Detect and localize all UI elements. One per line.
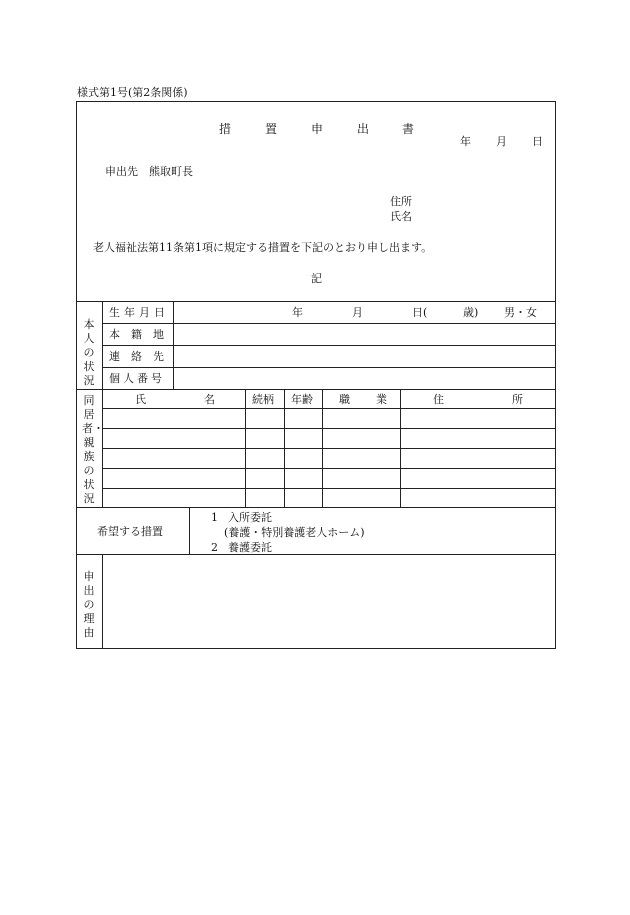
header-address-a: 住 bbox=[433, 393, 444, 406]
form-number: 様式第1号(第2条関係) bbox=[77, 86, 188, 99]
address-label: 住所 bbox=[390, 195, 412, 208]
header-job-a: 職 bbox=[339, 393, 350, 406]
dob-age: 歳) bbox=[463, 306, 479, 319]
option1-label: 入所委託 bbox=[228, 511, 272, 524]
header-job-b: 業 bbox=[376, 393, 387, 406]
dob-day: 日( bbox=[412, 306, 428, 319]
option2-number: 2 bbox=[211, 541, 218, 554]
sex-choice: 男・女 bbox=[504, 306, 537, 319]
title-char-4: 出 bbox=[357, 122, 370, 136]
ki-label: 記 bbox=[311, 272, 322, 285]
name-label: 氏名 bbox=[390, 210, 412, 223]
title-char-1: 措 bbox=[219, 122, 232, 136]
header-relation: 続柄 bbox=[252, 393, 274, 406]
recipient: 申出先 熊取町長 bbox=[105, 165, 193, 178]
dob-month: 月 bbox=[352, 306, 363, 319]
my-number-label: 個人番号 bbox=[109, 372, 165, 385]
header-name-a: 氏 bbox=[135, 393, 146, 406]
desired-measure-label: 希望する措置 bbox=[97, 525, 163, 538]
honseki-label: 本籍地 bbox=[109, 328, 175, 341]
title-char-5: 書 bbox=[402, 122, 415, 136]
family-section-title: 同居者・親族の状況 bbox=[82, 394, 104, 505]
option1-detail: (養護・特別養護老人ホーム) bbox=[224, 526, 365, 539]
date-year: 年 bbox=[460, 135, 471, 148]
contact-label: 連絡先 bbox=[109, 350, 175, 363]
title-char-3: 申 bbox=[311, 122, 324, 136]
header-age: 年齢 bbox=[291, 393, 313, 406]
statement: 老人福祉法第11条第1項に規定する措置を下記のとおり申し出ます。 bbox=[93, 241, 433, 254]
dob-year: 年 bbox=[292, 306, 303, 319]
person-section-title: 本人の状況 bbox=[83, 318, 95, 387]
option1-number: 1 bbox=[211, 511, 218, 524]
header-address-b: 所 bbox=[512, 393, 523, 406]
reason-entry-area bbox=[103, 555, 555, 648]
dob-label: 生年月日 bbox=[109, 306, 169, 319]
title-char-2: 置 bbox=[265, 122, 278, 136]
date-month: 月 bbox=[496, 135, 507, 148]
reason-section-title: 申出の理由 bbox=[83, 570, 95, 639]
header-name-b: 名 bbox=[204, 393, 215, 406]
date-day: 日 bbox=[532, 135, 543, 148]
option2-label: 養護委託 bbox=[228, 541, 272, 554]
